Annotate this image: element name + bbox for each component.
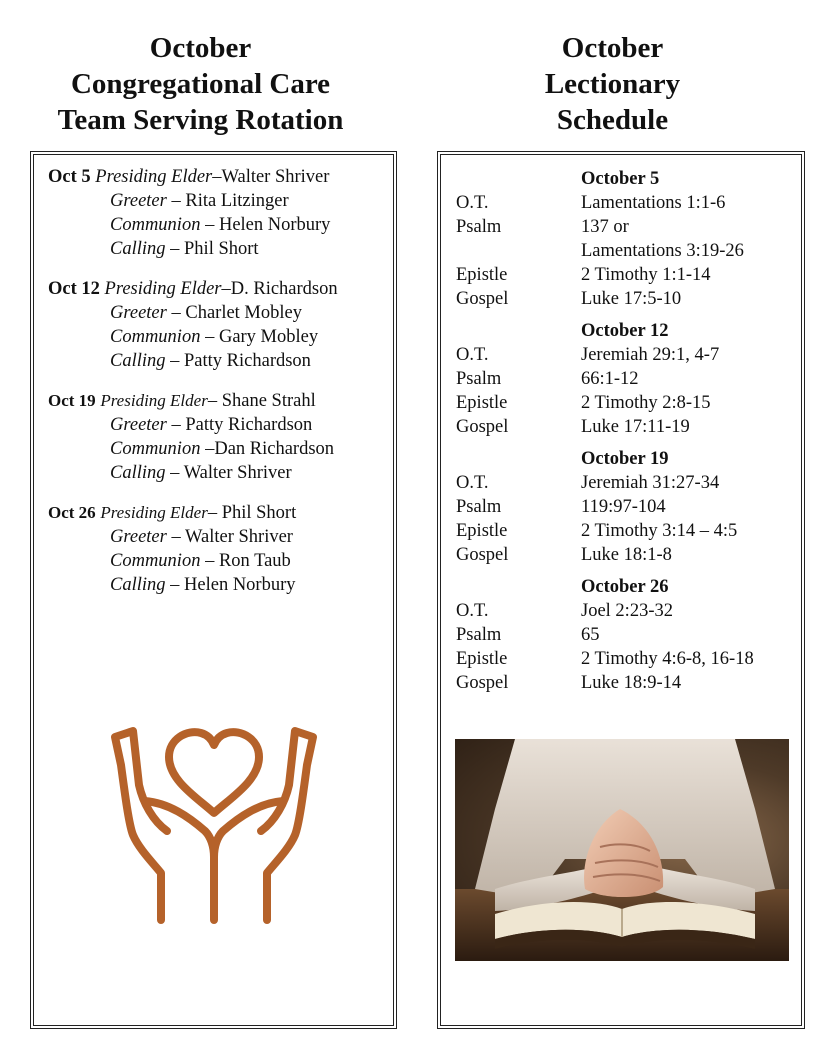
reading-reference: Luke 18:1-8 — [581, 545, 672, 565]
rotation-separator: – — [200, 327, 219, 347]
rotation-week — [48, 501, 388, 597]
lectionary-title-line: Schedule — [556, 104, 669, 136]
lectionary-title-line: Lectionary — [544, 68, 681, 100]
reading-row — [456, 543, 796, 567]
lectionary-date-heading: October 5 — [581, 169, 660, 189]
rotation-role: Communion — [110, 439, 201, 459]
rotation-role-line — [48, 413, 388, 437]
rotation-date: Oct 12 — [48, 279, 100, 299]
reading-label: O.T. — [456, 345, 489, 365]
praying-hands-photo — [455, 739, 789, 961]
reading-label: Psalm — [456, 217, 502, 237]
rotation-separator: – — [166, 303, 186, 323]
reading-reference: Jeremiah 29:1, 4-7 — [581, 345, 720, 365]
rotation-role: Presiding Elder — [100, 391, 208, 410]
rotation-separator: – — [166, 527, 186, 547]
rotation-person: Gary Mobley — [218, 327, 319, 347]
rotation-person: Ron Taub — [218, 551, 291, 571]
lectionary-week — [456, 319, 796, 439]
reading-label: O.T. — [456, 473, 489, 493]
reading-label: Gospel — [456, 545, 509, 565]
rotation-role: Communion — [110, 551, 201, 571]
rotation-person: Walter Shriver — [183, 463, 292, 483]
reading-reference: Luke 17:5-10 — [581, 289, 682, 309]
reading-reference: 2 Timothy 1:1-14 — [581, 265, 711, 285]
reading-row — [456, 191, 796, 215]
rotation-separator: – — [207, 391, 222, 411]
reading-reference: 65 — [581, 625, 600, 645]
reading-label: Gospel — [456, 417, 509, 437]
rotation-person: Helen Norbury — [218, 215, 331, 235]
reading-row — [456, 239, 796, 263]
rotation-title-line: October — [149, 32, 252, 64]
rotation-separator: – — [200, 215, 219, 235]
rotation-date: Oct 19 — [48, 391, 96, 410]
reading-reference: 137 or — [581, 217, 629, 237]
reading-reference: 2 Timothy 2:8-15 — [581, 393, 711, 413]
rotation-separator: – — [207, 503, 222, 523]
rotation-person: Shane Strahl — [221, 391, 316, 411]
rotation-person: Walter Shriver — [185, 527, 293, 547]
lectionary-list — [456, 167, 796, 703]
rotation-role: Presiding Elder — [95, 167, 213, 187]
rotation-separator: – — [165, 351, 185, 371]
rotation-separator: – — [200, 439, 215, 459]
reading-row — [456, 647, 796, 671]
rotation-role: Calling — [110, 575, 166, 595]
reading-row — [456, 287, 796, 311]
rotation-role: Greeter — [110, 303, 167, 323]
reading-reference: 119:97-104 — [581, 497, 666, 517]
rotation-role: Presiding Elder — [100, 503, 208, 522]
rotation-role: Presiding Elder — [104, 279, 222, 299]
rotation-separator: – — [166, 415, 186, 435]
rotation-separator: – — [212, 167, 222, 187]
rotation-role: Greeter — [110, 527, 167, 547]
reading-reference: 2 Timothy 4:6-8, 16-18 — [581, 649, 754, 669]
rotation-role-line — [48, 213, 388, 237]
rotation-week — [48, 277, 388, 373]
reading-label: O.T. — [456, 601, 489, 621]
lectionary-panel — [437, 151, 805, 1029]
rotation-first-line — [48, 501, 388, 525]
rotation-role-line — [48, 437, 388, 461]
rotation-title-line: Congregational Care — [70, 68, 331, 100]
rotation-person: Phil Short — [221, 503, 297, 523]
rotation-date: Oct 26 — [48, 503, 96, 522]
rotation-week — [48, 165, 388, 261]
reading-label: Gospel — [456, 673, 509, 693]
reading-row — [456, 215, 796, 239]
rotation-title-line: Team Serving Rotation — [57, 104, 344, 136]
reading-row — [456, 263, 796, 287]
reading-row — [456, 623, 796, 647]
rotation-role: Communion — [110, 215, 201, 235]
rotation-list — [48, 165, 388, 613]
rotation-date: Oct 5 — [48, 167, 91, 187]
reading-row — [456, 471, 796, 495]
reading-reference: Luke 18:9-14 — [581, 673, 682, 693]
rotation-first-line — [48, 277, 388, 301]
reading-label: Epistle — [456, 521, 508, 541]
rotation-role: Calling — [110, 351, 166, 371]
rotation-role: Calling — [110, 239, 166, 259]
rotation-person: Patty Richardson — [185, 415, 313, 435]
rotation-separator: – — [165, 575, 185, 595]
rotation-week — [48, 389, 388, 485]
reading-label: Psalm — [456, 497, 502, 517]
rotation-separator: – — [166, 191, 186, 211]
rotation-first-line — [48, 165, 388, 189]
rotation-person: Dan Richardson — [214, 439, 335, 459]
reading-reference: 2 Timothy 3:14 – 4:5 — [581, 521, 738, 541]
rotation-role: Greeter — [110, 191, 167, 211]
rotation-first-line — [48, 389, 388, 413]
lectionary-title — [440, 30, 785, 138]
rotation-role: Communion — [110, 327, 201, 347]
rotation-role-line — [48, 189, 388, 213]
lectionary-week — [456, 167, 796, 311]
reading-label: Gospel — [456, 289, 509, 309]
lectionary-week — [456, 575, 796, 695]
rotation-separator: – — [221, 279, 231, 299]
reading-row — [456, 671, 796, 695]
reading-reference: Lamentations 1:1-6 — [581, 193, 726, 213]
rotation-role: Calling — [110, 463, 166, 483]
lectionary-title-line: October — [561, 32, 664, 64]
rotation-role-line — [48, 461, 388, 485]
rotation-role-line — [48, 237, 388, 261]
reading-reference: Luke 17:11-19 — [581, 417, 690, 437]
rotation-role: Greeter — [110, 415, 167, 435]
praying-hands-illustration — [455, 739, 789, 961]
rotation-role-line — [48, 325, 388, 349]
lectionary-date-heading: October 19 — [581, 449, 669, 469]
lectionary-date-heading: October 26 — [581, 577, 669, 597]
reading-row — [456, 519, 796, 543]
rotation-role-line — [48, 525, 388, 549]
reading-label: Psalm — [456, 625, 502, 645]
reading-label: Psalm — [456, 369, 502, 389]
hands-holding-heart-icon — [109, 725, 319, 930]
rotation-title — [28, 30, 373, 138]
reading-reference: Jeremiah 31:27-34 — [581, 473, 720, 493]
rotation-person: Helen Norbury — [184, 575, 296, 595]
reading-label: Epistle — [456, 265, 508, 285]
reading-row — [456, 367, 796, 391]
reading-row — [456, 391, 796, 415]
reading-reference: Lamentations 3:19-26 — [581, 241, 744, 261]
rotation-separator: – — [165, 463, 184, 483]
reading-row — [456, 495, 796, 519]
reading-label: Epistle — [456, 649, 508, 669]
rotation-role-line — [48, 549, 388, 573]
rotation-panel — [30, 151, 397, 1029]
rotation-person: Charlet Mobley — [185, 303, 302, 323]
reading-reference: 66:1-12 — [581, 369, 639, 389]
rotation-separator: – — [200, 551, 219, 571]
lectionary-week — [456, 447, 796, 567]
rotation-person: Phil Short — [184, 239, 259, 259]
reading-reference: Joel 2:23-32 — [581, 601, 673, 621]
rotation-separator: – — [165, 239, 185, 259]
lectionary-date-heading: October 12 — [581, 321, 669, 341]
rotation-role-line — [48, 349, 388, 373]
rotation-person: Rita Litzinger — [185, 191, 289, 211]
reading-row — [456, 415, 796, 439]
rotation-person: Walter Shriver — [221, 167, 330, 187]
reading-label: O.T. — [456, 193, 489, 213]
rotation-role-line — [48, 573, 388, 597]
reading-label — [456, 239, 581, 263]
reading-row — [456, 599, 796, 623]
rotation-person: D. Richardson — [230, 279, 338, 299]
reading-row — [456, 343, 796, 367]
rotation-role-line — [48, 301, 388, 325]
reading-label: Epistle — [456, 393, 508, 413]
rotation-person: Patty Richardson — [184, 351, 311, 371]
